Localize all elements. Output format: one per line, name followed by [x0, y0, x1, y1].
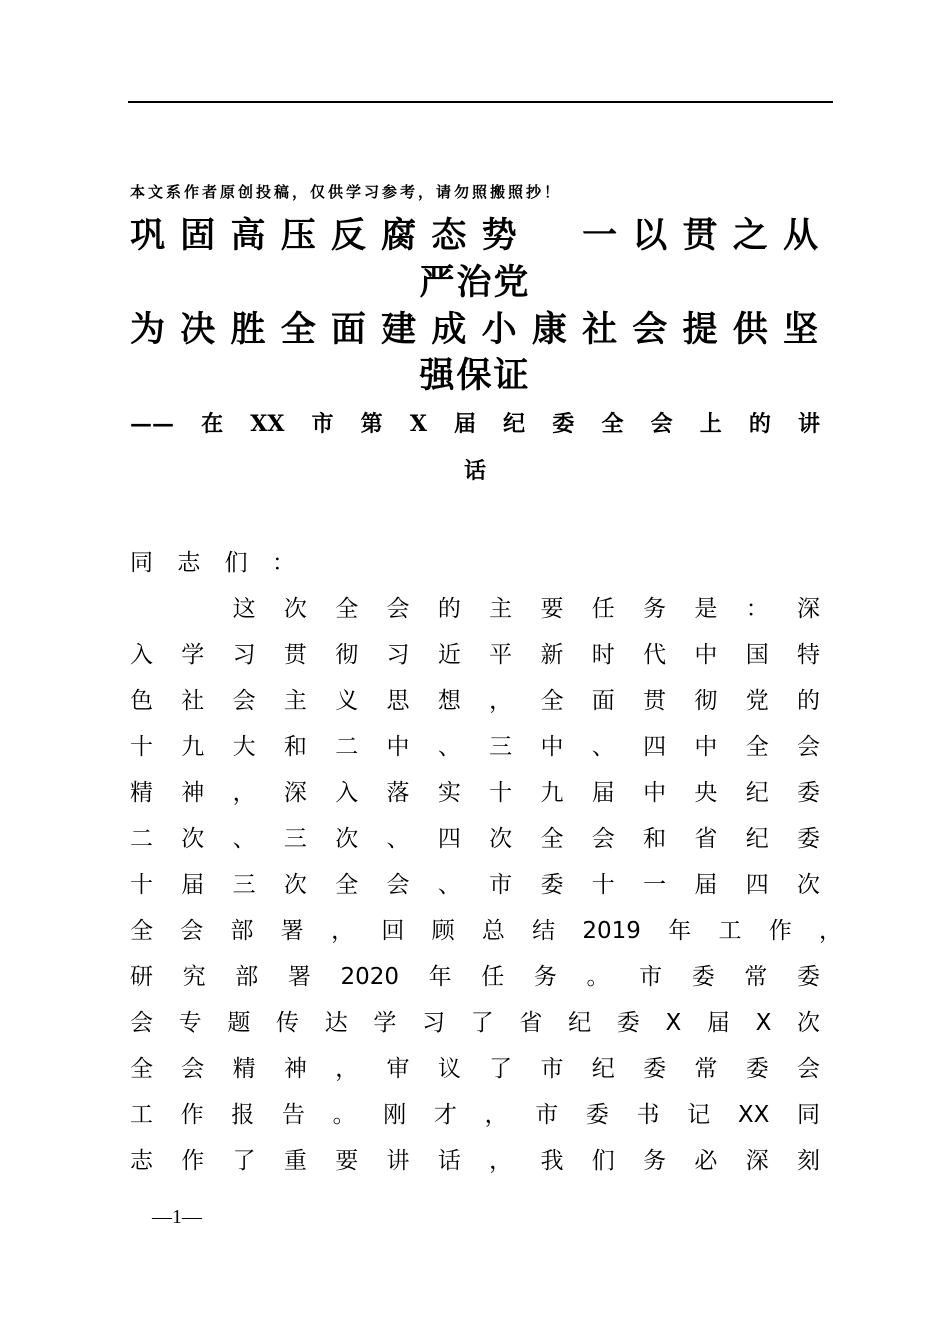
- body-line: 研究部署2020年任务。市委常委: [130, 964, 820, 990]
- body-line: 全会精神，审议了市纪委常委会: [130, 1056, 820, 1082]
- body-line: 全会部署，回顾总结2019年工作，: [130, 918, 842, 944]
- title-line-4: 强保证: [419, 355, 531, 396]
- title-line-3: 为决胜全面建成小康社会提供坚: [130, 309, 820, 350]
- body-line: 会专题传达学习了省纪委X届X次: [130, 1010, 820, 1036]
- page-number: —1—: [152, 1206, 202, 1228]
- subtitle-line-1: ——在XX市第X届纪委全会上的讲: [130, 411, 820, 437]
- body-line: 志作了重要讲话，我们务必深刻: [130, 1148, 820, 1174]
- body-line: 二次、三次、四次全会和省纪委: [130, 826, 820, 852]
- body-line: 这次全会的主要任务是：深: [130, 596, 820, 622]
- salutation: 同志们：: [130, 550, 295, 576]
- body-line: 十届三次全会、市委十一届四次: [130, 872, 820, 898]
- title-line-2: 严治党: [419, 262, 531, 303]
- body-line: 工作报告。刚才，市委书记XX同: [130, 1102, 820, 1128]
- header-rule: [128, 101, 833, 103]
- body-line: 十九大和二中、三中、四中全会: [130, 734, 820, 760]
- subtitle-line-2: 话: [463, 458, 486, 484]
- copyright-note: 本文系作者原创投稿，仅供学习参考，请勿照搬照抄！: [130, 183, 563, 201]
- body-line: 色社会主义思想，全面贯彻党的: [130, 688, 820, 714]
- body-line: 精神，深入落实十九届中央纪委: [130, 780, 820, 806]
- title-line-1: 巩固高压反腐态势 一以贯之从: [130, 215, 820, 256]
- body-line: 入学习贯彻习近平新时代中国特: [130, 642, 820, 668]
